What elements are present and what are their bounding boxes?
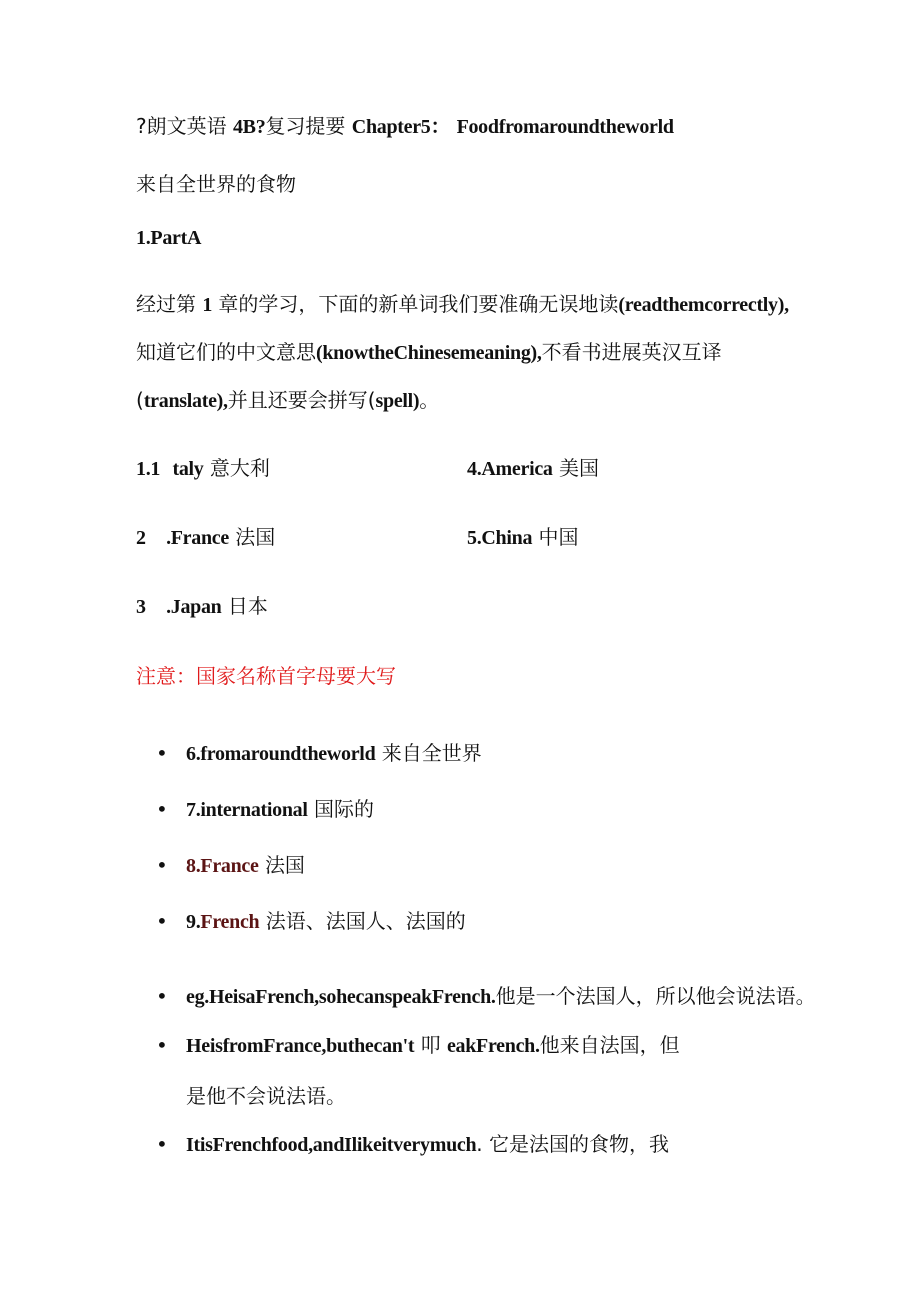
vocab-meaning: 日本	[227, 594, 268, 618]
intro-text: (	[136, 388, 144, 412]
bullet-icon: •	[156, 1033, 168, 1057]
bullet-icon: •	[156, 1132, 168, 1156]
vocab-word: taly	[172, 458, 204, 480]
intro-line-3	[136, 386, 439, 415]
item-number: 9.	[186, 911, 201, 933]
item-meaning: 法语、法国人、法国的	[265, 909, 466, 933]
item-meaning: 国际的	[313, 797, 374, 821]
vocab-number: 3	[136, 596, 146, 618]
title-code: 4B?	[232, 116, 266, 138]
example-odd-glyph: 叩	[420, 1033, 441, 1057]
item-word: international	[200, 799, 308, 821]
vocab-item	[467, 523, 579, 552]
example-chinese-continued: 是他不会说法语。	[186, 1084, 346, 1108]
bullet-icon: •	[156, 909, 168, 933]
vocab-number: 1.1	[136, 458, 161, 480]
vocab-item	[136, 523, 275, 552]
vocab-item	[467, 454, 599, 483]
vocab-item	[136, 592, 268, 621]
vocab-meaning: 意大利	[209, 456, 270, 480]
list-item	[186, 795, 374, 824]
capitalization-note: 注意：国家名称首字母要大写	[136, 664, 396, 688]
example-sentence	[186, 982, 816, 1011]
intro-text: 经过第	[136, 292, 196, 316]
item-meaning: 法国	[264, 853, 305, 877]
item-word: France	[200, 855, 259, 877]
intro-line-2	[136, 338, 722, 367]
title-middle: 复习提要	[265, 114, 346, 138]
title-prefix: ?朗文英语	[136, 114, 227, 138]
item-word: fromaroundtheworld	[200, 743, 376, 765]
vocab-word: .France	[166, 527, 229, 549]
bullet-icon: •	[156, 853, 168, 877]
intro-chapter-number: 1	[202, 294, 213, 316]
example-sentence	[186, 1130, 669, 1159]
vocab-number: 5.	[467, 527, 482, 549]
intro-english: translate),	[143, 390, 228, 412]
example-chinese: 他来自法国，但	[539, 1033, 680, 1057]
item-number: 7.	[186, 799, 201, 821]
intro-text: 知道它们的中文意思	[136, 340, 316, 364]
section-heading: 1.PartA	[136, 227, 202, 249]
example-period: .	[476, 1132, 483, 1156]
intro-english: spell)	[375, 390, 420, 412]
list-item	[186, 739, 482, 768]
item-word: French	[200, 911, 260, 933]
vocab-number: 2	[136, 527, 146, 549]
item-number: 8.	[186, 855, 201, 877]
intro-text: 。	[419, 388, 440, 412]
example-english: HeisfromFrance,buthecan't	[186, 1035, 415, 1057]
list-item	[186, 907, 466, 936]
vocab-meaning: 美国	[558, 456, 599, 480]
intro-english: (knowtheChinesemeaning),	[316, 342, 542, 364]
intro-text: 并且还要会拼写(	[227, 388, 376, 412]
title-chapter: Chapter5：	[351, 116, 451, 138]
intro-english: (readthemcorrectly),	[618, 294, 789, 316]
subtitle: 来自全世界的食物	[136, 172, 296, 196]
vocab-item	[136, 454, 270, 483]
example-chinese: 他是一个法国人，所以他会说法语。	[495, 984, 816, 1008]
intro-line-1	[136, 290, 789, 319]
example-english: eakFrench.	[446, 1035, 540, 1057]
example-chinese: 它是法国的食物，我	[489, 1132, 670, 1156]
bullet-icon: •	[156, 741, 168, 765]
example-sentence	[186, 1031, 680, 1060]
intro-text: 章的学习，下面的新单词我们要准确无误地读	[218, 292, 619, 316]
vocab-meaning: 法国	[235, 525, 276, 549]
vocab-word: China	[481, 527, 533, 549]
vocab-number: 4.	[467, 458, 482, 480]
list-item	[186, 851, 305, 880]
vocab-meaning: 中国	[538, 525, 579, 549]
page-title	[136, 112, 674, 141]
item-number: 6.	[186, 743, 201, 765]
vocab-word: .Japan	[166, 596, 222, 618]
intro-text: 不看书进展英汉互译	[541, 340, 722, 364]
example-english: eg.HeisaFrench,sohecanspeakFrench.	[186, 986, 496, 1008]
vocab-word: America	[481, 458, 553, 480]
bullet-icon: •	[156, 984, 168, 1008]
bullet-icon: •	[156, 797, 168, 821]
item-meaning: 来自全世界	[381, 741, 482, 765]
title-topic: Foodfromaroundtheworld	[456, 116, 674, 138]
example-english: ItisFrenchfood,andIlikeitverymuch	[186, 1134, 477, 1156]
